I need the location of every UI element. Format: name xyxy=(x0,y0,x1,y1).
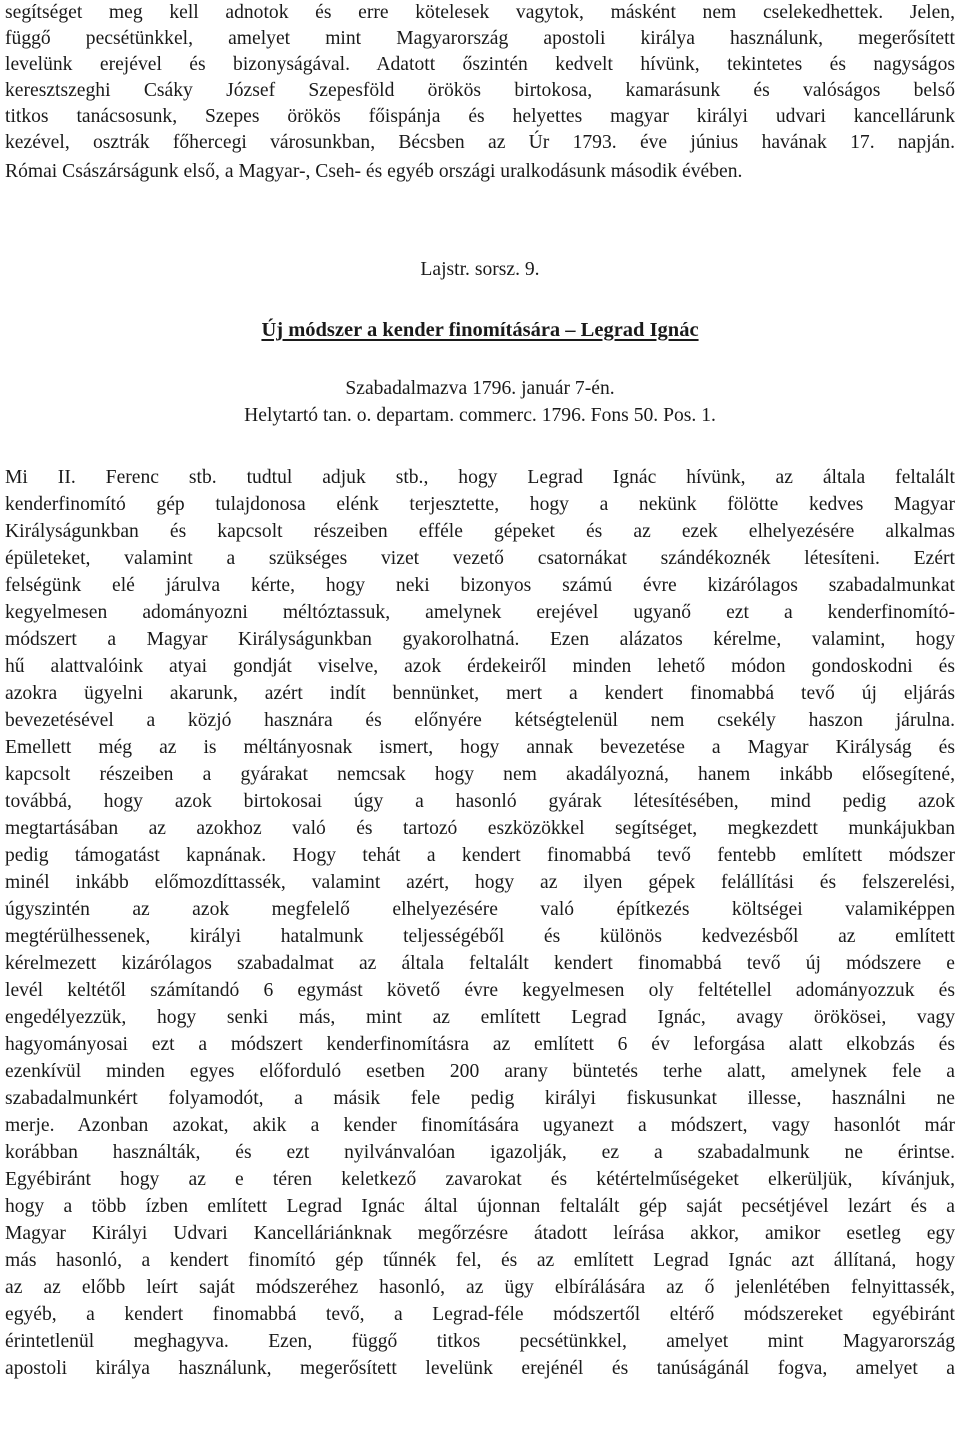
text-line: pedig támogatást kapnának. Hogy tehát a kendert finomabbá tevő fentebb említett módszer xyxy=(5,845,955,866)
text-line: engedélyezzük, hogy senki más, mint az említett Legrad Ignác, avagy örökösei, vagy xyxy=(5,1007,955,1028)
text-line: segítséget meg kell adnotok és erre kötelesek vagytok, másként nem cselekedhettek. Jelen, xyxy=(5,2,955,23)
text-line: ezenkívül minden egyes előforduló esetben 200 arany büntetés terhe alatt, amelynek fele a xyxy=(5,1061,955,1082)
text-line: egyéb, a kendert finomabbá tevő, a Legrad-féle módszertől eltérő módszereket egyébiránt xyxy=(5,1304,955,1325)
text-line: titkos tanácsosunk, Szepes örökös főispánja és helyettes magyar királyi udvari kancellárunk xyxy=(5,106,955,127)
text-line: kenderfinomító gép tulajdonosa elénk terjesztette, hogy a nekünk fölötte kedves Magyar xyxy=(5,494,955,515)
text-line: Egyébiránt hogy az e téren keletkező zavarokat és kétértelműségeket elkerüljük, kívánjuk, xyxy=(5,1169,955,1190)
text-line: megtérülhessenek, királyi hatalmunk teljességéből és különös kedvezésből az említett xyxy=(5,926,955,947)
text-line: kezével, osztrák főhercegi városunkban, Bécsben az Úr 1793. éve június havának 17. napján. xyxy=(5,132,955,153)
text-line: kapcsolt részeiben a gyárakat nemcsak hogy nem akadályozná, hanem inkább elősegítené, xyxy=(5,764,955,785)
text-line: levél keltétől számítandó 6 egymást követő évre kegyelmesen oly feltétellel adományozzuk és xyxy=(5,980,955,1001)
text-line: kérelmezett kizárólagos szabadalmat az általa feltalált kendert finomabbá tevő új módszere e xyxy=(5,953,955,974)
text-line: keresztszeghi Csáky József Szepesföld örökös birtokosa, kamarásunk és valóságos belső xyxy=(5,80,955,101)
text-line: Magyar Királyi Udvari Kancelláriánknak megőrzésre átadott leírása akkor, amikor esetleg egy xyxy=(5,1223,955,1244)
archive-reference: Helytartó tan. o. departam. commerc. 1796. Fons 50. Pos. 1. xyxy=(244,405,716,426)
text-line: épületeket, valamint a szükséges vizet vezető csatornákat szándékoznék létesíteni. Ezért xyxy=(5,548,955,569)
text-line: apostoli királya használunk, megerősített levelünk erejénél és tanúságánál fogva, amelyet a xyxy=(5,1358,955,1379)
text-line: úgyszintén az azok megfelelő elhelyezésére való építkezés költségei valamiképpen xyxy=(5,899,955,920)
text-line: érintetlenül meghagyva. Ezen, függő titkos pecsétünkkel, amelyet mint Magyarország xyxy=(5,1331,955,1352)
text-line: továbbá, hogy azok birtokosai úgy a hasonló gyárak létesítésében, mind pedig azok xyxy=(5,791,955,812)
text-line: hogy a több ízben említett Legrad Ignác által újonnan feltalált gép saját pecsétjével lezárt és a xyxy=(5,1196,955,1217)
text-line: Emellett még az is méltányosnak ismert, hogy annak bevezetése a Magyar Királyság és xyxy=(5,737,955,758)
patent-date: Szabadalmazva 1796. január 7-én. xyxy=(345,378,615,399)
text-line: más hasonló, a kendert finomító gép tűnnék fel, és az említett Legrad Ignác azt állítaná, hogy xyxy=(5,1250,955,1271)
text-line: azokra ügyelni akarunk, azért indít bennünket, mert a kendert finomabbá tevő új eljárás xyxy=(5,683,955,704)
record-title xyxy=(5,317,955,344)
text-line: hű alattvalóink atyai gondját viselve, azok érdekeiről minden lehető módon gondoskodni és xyxy=(5,656,955,677)
text-line: Római Császárságunk első, a Magyar-, Cseh- és egyéb országi uralkodásunk második évében. xyxy=(5,161,743,182)
register-number: Lajstr. sorsz. 9. xyxy=(420,259,540,280)
text-line: felségünk elé járulva kérte, hogy neki bizonyos számú évre kizárólagos szabadalmunkat xyxy=(5,575,955,596)
text-line: Királyságunkban és kapcsolt részeiben efféle gépeket és az ezek elhelyezésére alkalmas xyxy=(5,521,955,542)
text-line: az az előbb leírt saját módszeréhez hasonló, az ügy elbírálására az ő jelenlétében felnyittassék, xyxy=(5,1277,955,1298)
text-line: hagyományosai ezt a módszert kenderfinomításra az említett 6 év leforgása alatt elkobzás és xyxy=(5,1034,955,1055)
text-line: szabadalmunkért folyamodót, a másik fele pedig királyi fiskusunkat illesse, használni ne xyxy=(5,1088,955,1109)
record-title-text: Új módszer a kender finomítására – Legrad Ignác xyxy=(261,319,699,341)
text-line: merje. Azonban azokat, akik a kender finomítására ugyanezt a módszert, vagy hasonlót már xyxy=(5,1115,955,1136)
text-line: levelünk erejével és bizonyságával. Adatott őszintén kedvelt hívünk, tekintetes és nagyságos xyxy=(5,54,955,75)
text-line: bevezetésével a közjó hasznára és előnyére kétségtelenül nem csekély haszon járulna. xyxy=(5,710,955,731)
text-line: megtartásában az azokhoz való és tartozó eszközökkel segítséget, megkezdett munkájukban xyxy=(5,818,955,839)
text-line: korábban használták, és ezt nyilvánvalóan igazolják, ez a szabadalmunk ne érintse. xyxy=(5,1142,955,1163)
text-line: kegyelmesen adományozni méltóztassuk, amelynek erejével ugyanő ezt a kenderfinomító- xyxy=(5,602,955,623)
text-line: módszert a Magyar Királyságunkban gyakorolhatná. Ezen alázatos kérelme, valamint, hogy xyxy=(5,629,955,650)
text-line: függő pecsétünkkel, amelyet mint Magyarország apostoli királya használunk, megerősített xyxy=(5,28,955,49)
text-line: minél inkább előmozdíttassék, valamint azért, hogy az ilyen gépek felállítási és felszerelési, xyxy=(5,872,955,893)
text-line: Mi II. Ferenc stb. tudtul adjuk stb., hogy Legrad Ignác hívünk, az általa feltalált xyxy=(5,467,955,488)
